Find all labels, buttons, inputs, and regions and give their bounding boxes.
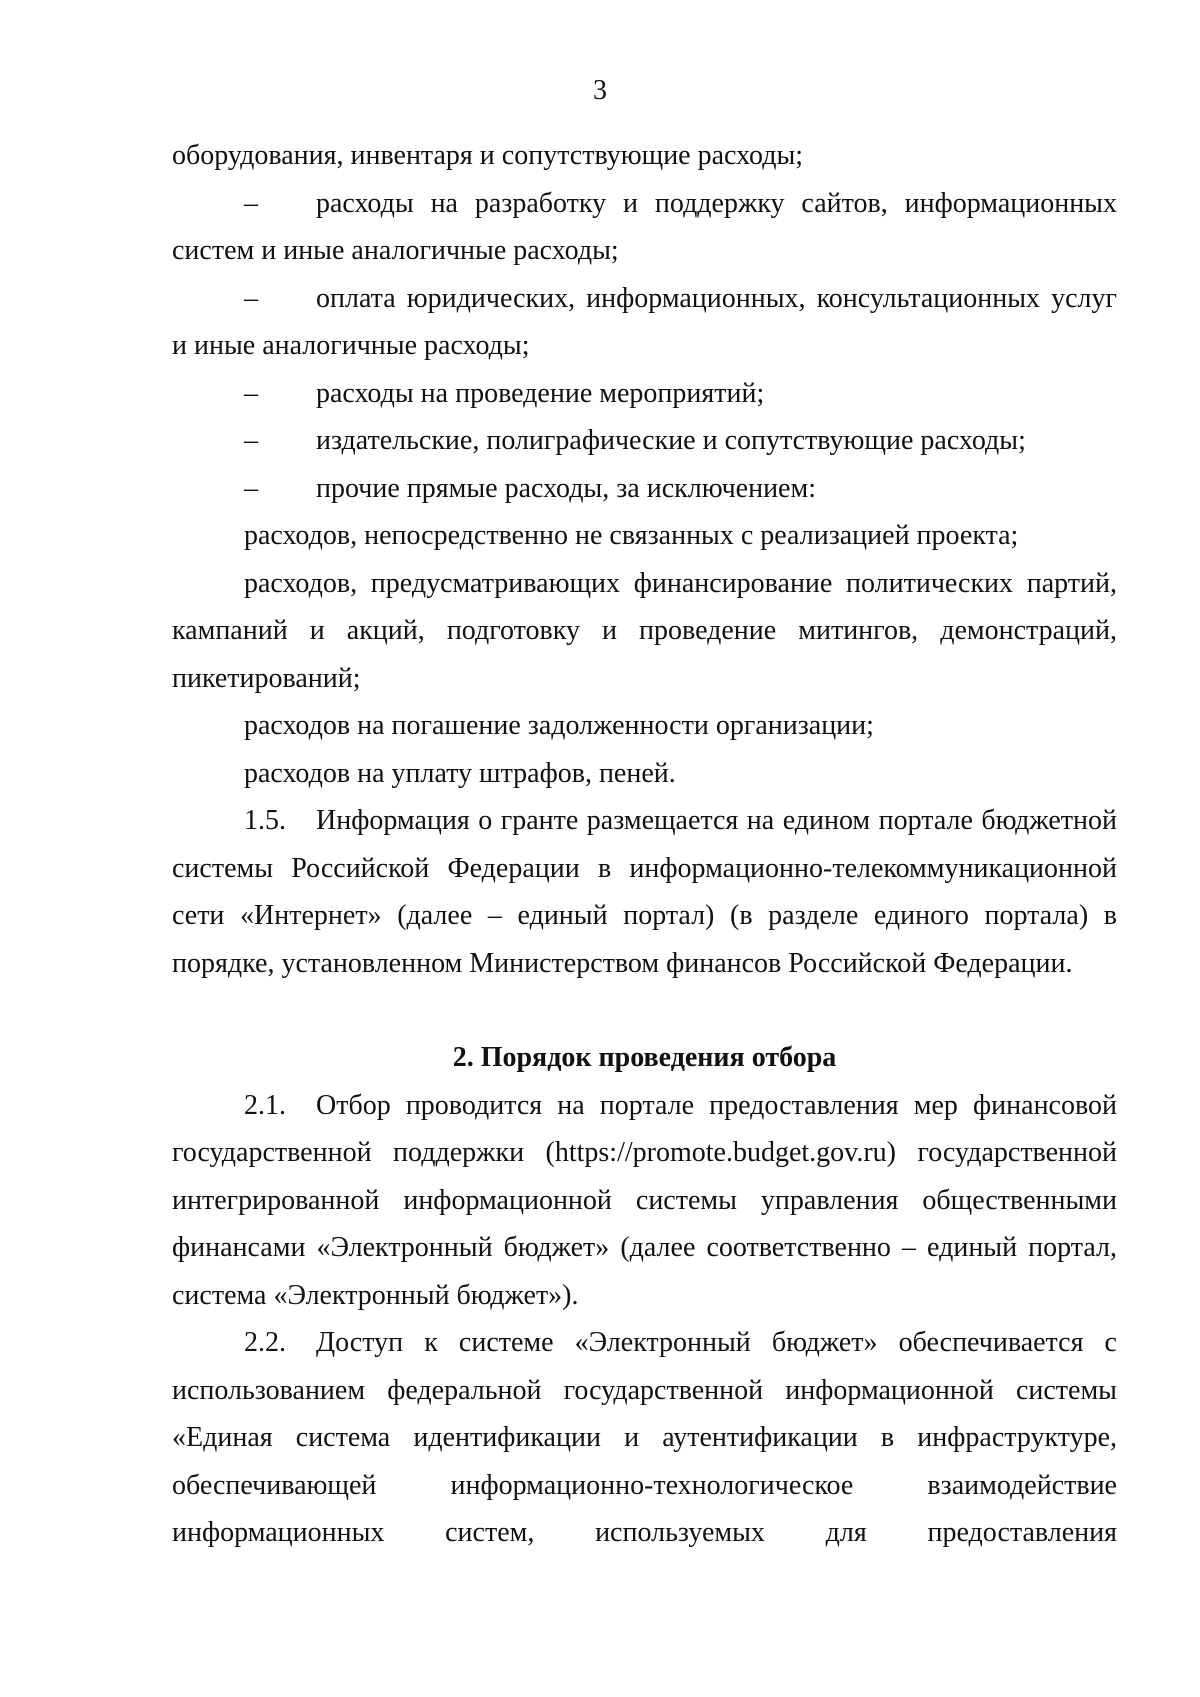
dash-marker: –: [244, 187, 258, 219]
clause-number: 1.5.: [244, 805, 286, 836]
expense-list-item-text: прочие прямые расходы, за исключением:: [316, 472, 816, 504]
exclusion-item: расходов, непосредственно не связанных с реализацией проекта;: [244, 520, 1019, 551]
expense-list-item: [172, 465, 1117, 513]
clause-text: Доступ к системе «Электронный бюджет» обеспечивается с использованием федеральной государственной информационной системы «Единая система идентификации и аутентификации в инфраструктуре, обеспечивающей информационно-технологическое взаимодействие информационных систем, используемых для предоставления: [172, 1327, 1117, 1548]
clause-number: 2.2.: [244, 1327, 286, 1358]
document-body: [172, 132, 1117, 1557]
clause-text: Отбор проводится на портале предоставления мер финансовой государственной поддержки (https://promote.budget.gov.ru) государственной интегрированной информационной системы управления общественными финансами «Электронный бюджет» (далее соответственно – единый портал, система «Электронный бюджет»).: [172, 1089, 1117, 1311]
expense-list-item: [172, 417, 1117, 465]
paragraph-continuation: оборудования, инвентаря и сопутствующие расходы;: [172, 140, 804, 171]
clause-2-1: [172, 1082, 1117, 1320]
expense-list-item-text: расходы на разработку и поддержку сайтов, информационных систем и иные аналогичные расходы;: [172, 187, 1117, 266]
dash-marker: –: [244, 282, 258, 314]
expense-list-item-text: расходы на проведение мероприятий;: [316, 377, 765, 409]
expense-list-item: [172, 180, 1117, 275]
clause-number: 2.1.: [244, 1089, 286, 1121]
clause-text: Информация о гранте размещается на едином портале бюджетной системы Российской Федерации в информационно-телекоммуникационной сети «Интернет» (далее – единый портал) (в разделе единого портала) в порядке, установленном Министерством финансов Российской Федерации.: [172, 805, 1117, 979]
exclusion-item: расходов на уплату штрафов, пеней.: [244, 757, 676, 789]
clause-1-5: [172, 797, 1117, 987]
clause-2-2: [172, 1319, 1117, 1557]
expense-list-item: [172, 370, 1117, 418]
exclusion-item: расходов, предусматривающих финансирование политических партий, кампаний и акций, подготовку и проведение митингов, демонстраций, пикетирований;: [172, 567, 1117, 694]
expense-list-item: [172, 275, 1117, 370]
expense-list-item-text: оплата юридических, информационных, консультационных услуг и иные аналогичные расходы;: [172, 282, 1117, 361]
page-number: 3: [593, 75, 607, 106]
exclusion-item: расходов на погашение задолженности организации;: [244, 710, 874, 741]
dash-marker: –: [244, 472, 258, 504]
dash-marker: –: [244, 425, 258, 456]
dash-marker: –: [244, 377, 258, 409]
expense-list-item-text: издательские, полиграфические и сопутствующие расходы;: [316, 425, 1026, 456]
section-heading: 2. Порядок проведения отбора: [452, 1042, 837, 1073]
